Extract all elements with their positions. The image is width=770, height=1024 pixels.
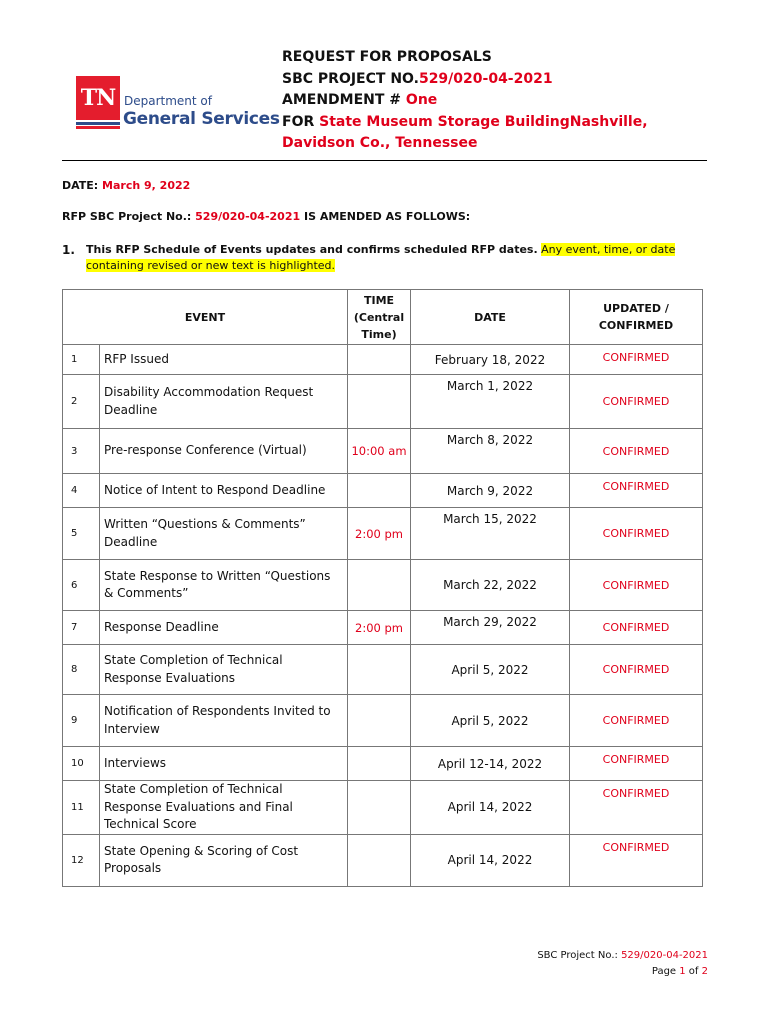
event-cell: State Response to Written “Questions & Comments”: [100, 560, 348, 611]
table-row: [63, 611, 703, 645]
schedule-of-events-table: [62, 289, 703, 887]
row-number: 9: [63, 695, 100, 747]
logo-red-bar: [76, 126, 120, 129]
heading-project-line: [282, 69, 712, 91]
row-number: 6: [63, 560, 100, 611]
footer-page-line: [537, 964, 708, 980]
tn-dgs-logo: [76, 76, 280, 132]
row-number: 4: [63, 474, 100, 508]
event-cell: Interviews: [100, 747, 348, 781]
status-cell: CONFIRMED: [570, 834, 703, 886]
row-number: 3: [63, 429, 100, 474]
footer-page-total: 2: [701, 966, 708, 977]
heading-amendment-line: [282, 90, 712, 112]
status-cell: CONFIRMED: [570, 375, 703, 429]
status-cell: CONFIRMED: [570, 695, 703, 747]
row-number: 10: [63, 747, 100, 781]
header-time: TIME (Central Time): [348, 290, 411, 345]
status-cell: CONFIRMED: [570, 560, 703, 611]
date-cell: April 12-14, 2022: [411, 747, 570, 781]
table-row: [63, 834, 703, 886]
logo-department-text: Department of: [124, 94, 212, 108]
event-cell: Notice of Intent to Respond Deadline: [100, 474, 348, 508]
date-cell: February 18, 2022: [411, 345, 570, 375]
header-status: UPDATED / CONFIRMED: [570, 290, 703, 345]
heading-project-location: Davidson Co., Tennessee: [282, 135, 478, 151]
date-line: [62, 179, 190, 192]
date-value: March 9, 2022: [102, 179, 191, 192]
status-cell: CONFIRMED: [570, 611, 703, 645]
time-cell: [348, 781, 411, 835]
status-cell: CONFIRMED: [570, 508, 703, 560]
heading-project-label: SBC PROJECT NO.: [282, 70, 419, 87]
highlighted-note: Any event, time, or date containing revised or new text is highlighted.: [86, 243, 676, 272]
status-cell: CONFIRMED: [570, 747, 703, 781]
event-cell: Written “Questions & Comments” Deadline: [100, 508, 348, 560]
time-cell: [348, 560, 411, 611]
table-row: [63, 695, 703, 747]
footer-project-number: 529/020-04-2021: [621, 950, 708, 961]
footer-project-label: SBC Project No.:: [537, 950, 622, 961]
heading-for-label: FOR: [282, 113, 320, 130]
date-label: DATE:: [62, 179, 103, 192]
date-cell: April 14, 2022: [411, 781, 570, 835]
row-number: 11: [63, 781, 100, 835]
date-cell: April 5, 2022: [411, 695, 570, 747]
heading-amendment-number: One: [405, 92, 438, 108]
table-row: [63, 375, 703, 429]
status-cell: CONFIRMED: [570, 474, 703, 508]
header-divider: [62, 160, 707, 161]
table-row: [63, 508, 703, 560]
date-cell: March 15, 2022: [411, 508, 570, 560]
header-date: DATE: [411, 290, 570, 345]
time-cell: [348, 834, 411, 886]
row-number: 12: [63, 834, 100, 886]
amendment-project-number: 529/020-04-2021: [195, 210, 301, 223]
header-event: EVENT: [63, 290, 348, 345]
time-cell: 2:00 pm: [348, 611, 411, 645]
time-cell: [348, 474, 411, 508]
table-row: [63, 429, 703, 474]
event-cell: Pre-response Conference (Virtual): [100, 429, 348, 474]
time-cell: [348, 375, 411, 429]
heading-amendment-label: AMENDMENT #: [282, 92, 406, 108]
logo-blue-bar: [76, 122, 120, 125]
time-cell: [348, 747, 411, 781]
time-cell: 2:00 pm: [348, 508, 411, 560]
footer-page-current: 1: [679, 966, 686, 977]
date-cell: March 22, 2022: [411, 560, 570, 611]
footer-page-label: Page: [651, 966, 680, 977]
date-cell: April 14, 2022: [411, 834, 570, 886]
table-row: [63, 474, 703, 508]
amendment-label: RFP SBC Project No.:: [62, 210, 196, 223]
time-cell: [348, 695, 411, 747]
amendment-suffix: IS AMENDED AS FOLLOWS:: [300, 210, 471, 223]
list-item-bold-text: This RFP Schedule of Events updates and confirms scheduled RFP dates.: [86, 243, 538, 256]
list-item-number: 1.: [62, 243, 75, 257]
time-cell: 10:00 am: [348, 429, 411, 474]
time-cell: [348, 345, 411, 375]
table-row: [63, 747, 703, 781]
heading-project-number: 529/020-04-2021: [418, 70, 553, 87]
heading-for-line: [282, 112, 712, 134]
status-cell: CONFIRMED: [570, 429, 703, 474]
status-cell: CONFIRMED: [570, 645, 703, 695]
event-cell: Notification of Respondents Invited to Interview: [100, 695, 348, 747]
logo-general-services-text: General Services: [123, 109, 280, 129]
date-cell: March 8, 2022: [411, 429, 570, 474]
status-cell: CONFIRMED: [570, 345, 703, 375]
table-header-row: [63, 290, 703, 345]
document-heading: [282, 47, 712, 155]
table-row: [63, 781, 703, 835]
event-cell: State Opening & Scoring of Cost Proposals: [100, 834, 348, 886]
tn-logo-mark: TN: [76, 76, 120, 120]
event-cell: State Completion of Technical Response Evaluations and Final Technical Score: [100, 781, 348, 835]
status-cell: CONFIRMED: [570, 781, 703, 835]
page-footer: [537, 948, 708, 980]
event-cell: Response Deadline: [100, 611, 348, 645]
list-item-text: [86, 242, 696, 274]
date-cell: March 9, 2022: [411, 474, 570, 508]
event-cell: Disability Accommodation Request Deadline: [100, 375, 348, 429]
row-number: 7: [63, 611, 100, 645]
row-number: 5: [63, 508, 100, 560]
row-number: 8: [63, 645, 100, 695]
table-row: [63, 645, 703, 695]
event-cell: RFP Issued: [100, 345, 348, 375]
table-row: [63, 560, 703, 611]
amendment-line: [62, 210, 470, 223]
row-number: 1: [63, 345, 100, 375]
date-cell: March 1, 2022: [411, 375, 570, 429]
footer-page-of: of: [685, 966, 702, 977]
event-cell: State Completion of Technical Response Evaluations: [100, 645, 348, 695]
heading-project-name: State Museum Storage BuildingNashville,: [319, 113, 648, 130]
heading-title: REQUEST FOR PROPOSALS: [282, 49, 492, 65]
date-cell: April 5, 2022: [411, 645, 570, 695]
date-cell: March 29, 2022: [411, 611, 570, 645]
footer-project-line: [537, 948, 708, 964]
row-number: 2: [63, 375, 100, 429]
time-cell: [348, 645, 411, 695]
table-row: [63, 345, 703, 375]
